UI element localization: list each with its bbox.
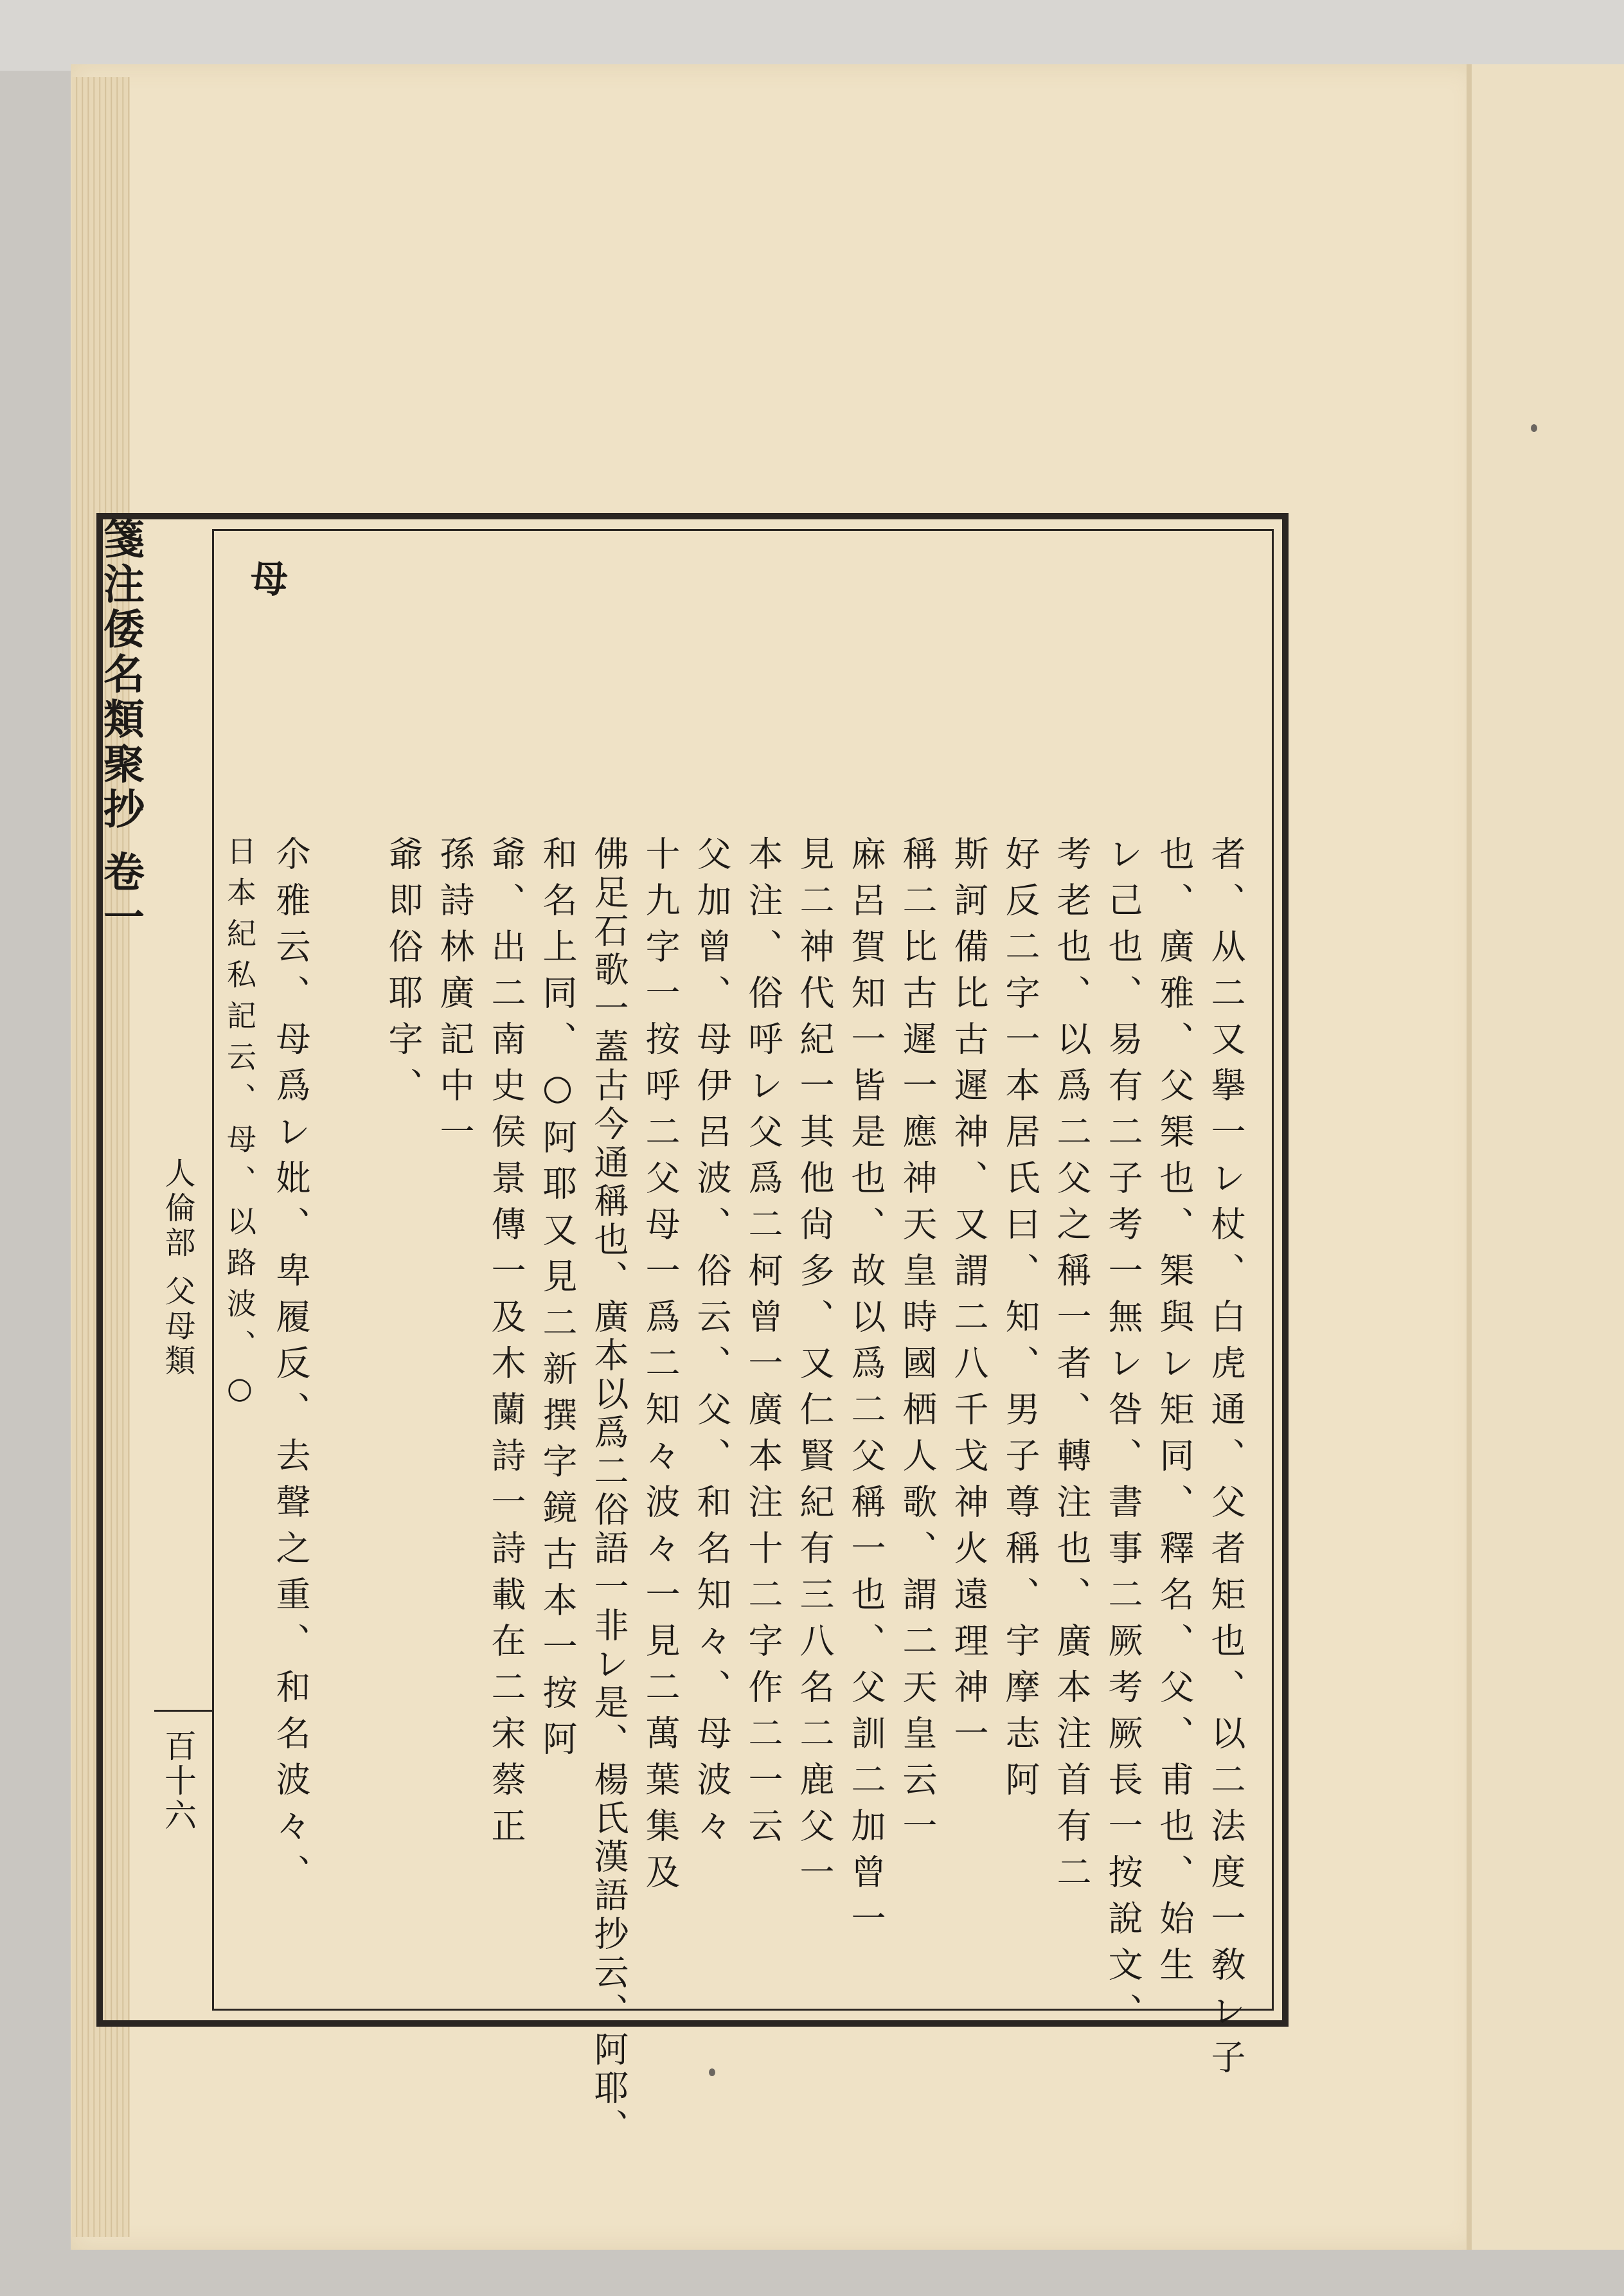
text-column-12: 十九字一按呼二父母一爲二知々波々一見二萬葉集及 — [640, 836, 681, 1900]
paper-speck — [709, 2068, 715, 2076]
text-column-5: 好反二字一本居氏曰、知、男子尊稱、宇摩志阿 — [1000, 836, 1040, 1807]
margin-title: 箋注倭名類聚抄 卷一 — [96, 517, 145, 941]
text-column-15: 爺、出二南史侯景傳一及木蘭詩一詩載在二宋蔡正 — [486, 836, 526, 1854]
text-column-17: 爺即俗耶字、 — [383, 836, 424, 1113]
text-column-1: 者、从二又擧一レ杖、白虎通、父者矩也、以二法度一敎レ子 — [1206, 836, 1246, 2085]
next-page — [1467, 64, 1624, 2250]
text-column-19: 尒雅云、母爲レ妣、卑履反、去聲之重、和名波々、 — [271, 836, 311, 1900]
text-column-7: 稱二比古遲一應神天皇時國栖人歌、謂二天皇云一 — [897, 836, 938, 1854]
text-column-10: 本注、俗呼レ父爲二柯曾一廣本注十二字作二一云 — [743, 836, 783, 1854]
backdrop — [0, 0, 1624, 71]
text-column-8: 麻呂賀知一皆是也、故以爲二父稱一也、父訓二加曾一 — [846, 836, 886, 1946]
margin-section: 人倫部 父母類 — [159, 1157, 195, 1379]
text-column-14: 和名上同、○阿耶又見二新撰字鏡古本一按阿 — [537, 836, 578, 1767]
heading-character: 母 — [244, 559, 288, 608]
margin-page-number: 百十六 — [159, 1729, 197, 1833]
text-column-16: 孫詩林廣記中一 — [434, 836, 475, 1160]
text-column-13: 佛足石歌一蓋古今通稱也、廣本以爲二俗語一非レ是、楊氏漢語抄云、阿耶、 — [589, 836, 629, 2147]
text-column-20: 日本紀私記云、母、以路波、○ — [222, 836, 257, 1417]
text-column-2: 也、廣雅、父榘也、榘與レ矩同、釋名、父、甫也、始生 — [1154, 836, 1195, 1993]
paper-speck — [1531, 424, 1537, 432]
text-column-11: 父加曾、母伊呂波、俗云、父、和名知々、母波々 — [692, 836, 732, 1854]
margin-rule — [154, 1710, 212, 1712]
text-column-3: レ己也、易有二子考一無レ咎、書事二厥考厥長一按說文、 — [1103, 836, 1143, 2039]
text-column-9: 見二神代紀一其他尙多、又仁賢紀有三八名二鹿父一 — [794, 836, 835, 1900]
text-column-6: 斯訶備比古遲神、又謂二八千戈神火遠理神一 — [949, 836, 989, 1761]
text-column-4: 考老也、以爲二父之稱一者、轉注也、廣本注首有二 — [1051, 836, 1092, 1900]
